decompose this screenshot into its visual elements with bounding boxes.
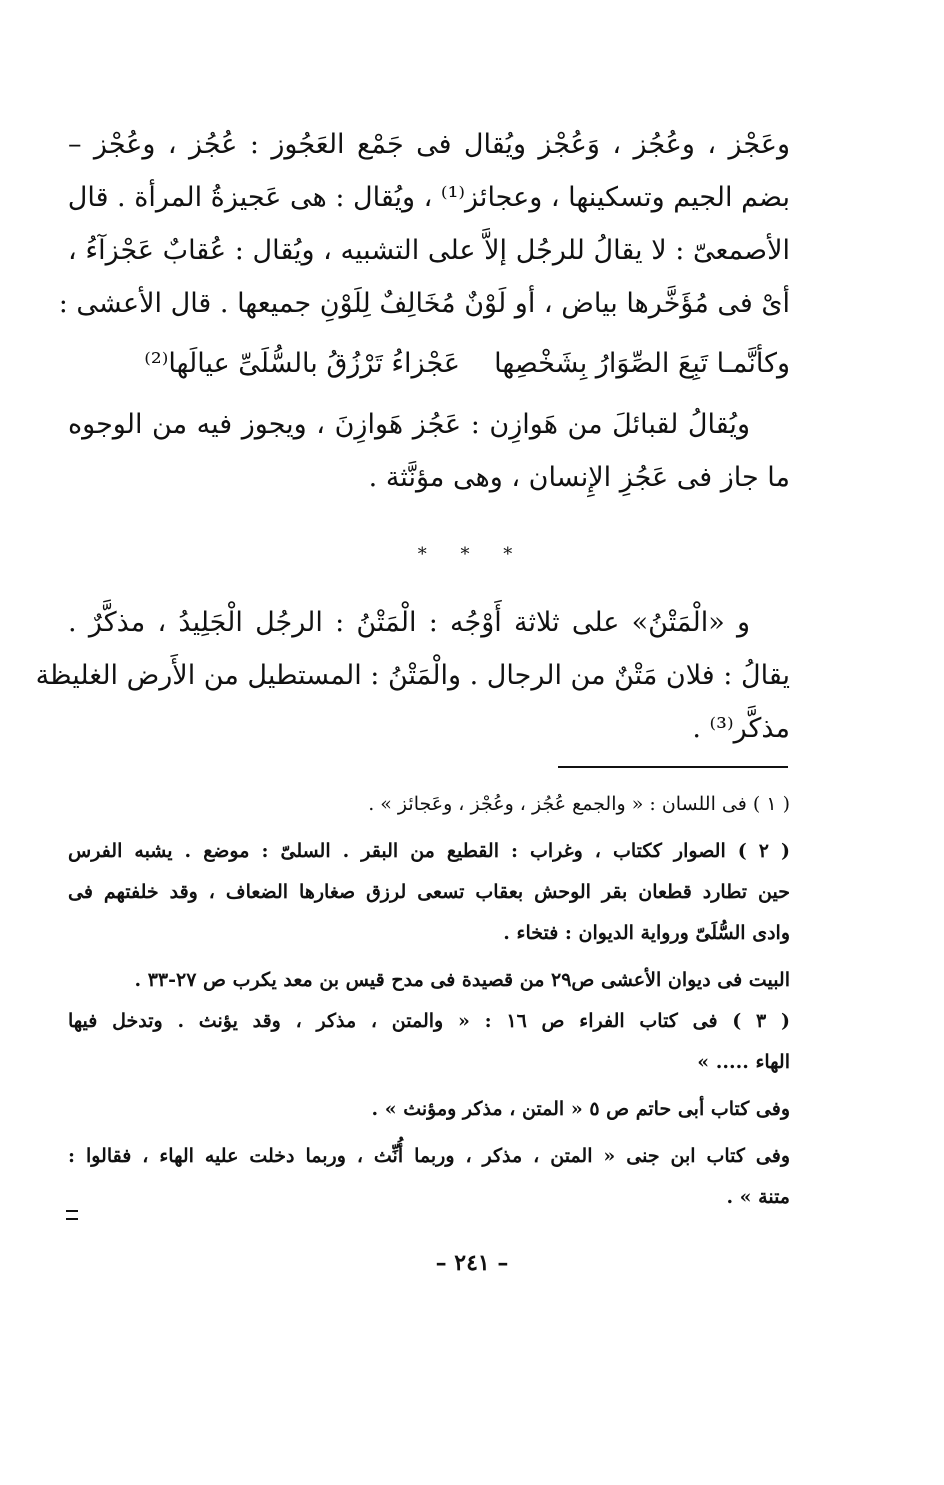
text-line: مذكَّر⁽³⁾ . [692,713,790,744]
footnote-2-line: حين تطارد قطعان بقر الوحش بعقاب تسعى لرزق صغارها الضعاف ، وقد خلفتهم فى [68,881,790,903]
text-line: أىْ فى مُؤَخَّرها بياض ، أو لَوْنٌ مُخَالِفٌ لِلَوْنِ جميعها . قال الأعشى : [58,288,790,319]
text-line: بضم الجيم وتسكينها ، وعجائز⁽¹⁾ ، ويُقال : هى عَجيزةُ المرأة . قال [67,182,790,213]
footnote-3-line: الهاء ..... » [697,1051,790,1073]
footnote-2-line: ( ٢ ) الصوار ككتاب ، وغراب : القطيع من البقر . السلىّ : موضع . يشبه الفرس [68,840,790,862]
third-paragraph [35,596,790,755]
text-line: و «الْمَتْنُ» على ثلاثة أَوْجُه : الْمَتْنُ : الرجُل الْجَلِيدُ ، مذكَّرٌ . [68,607,750,638]
text-line: يقالُ : فلان مَتْنٌ من الرجال . والْمَتْنُ : المستطيل من الأَرض الغليظة [35,660,790,691]
second-paragraph [68,398,790,504]
poetry-verse [68,342,790,392]
footnote-3-ibn-jinni: وفى كتاب ابن جنى « المتن ، مذكر ، وربما أُنِّث ، وربما دخلت عليه الهاء ، فقالوا : [68,1145,790,1167]
verse-second-hemistich: عَجْزاءُ تَرْزُقُ بالسُّلَىِّ عيالَها⁽²⁾ [144,348,460,379]
verse-first-hemistich: وكأنَّمـا تَبِعَ الصِّوَارُ بِشَخْصِها [494,348,790,379]
text-line: الأصمعىّ : لا يقالُ للرجُل إلاَّ على التشبيه ، ويُقال : عُقابٌ عَجْزآءُ ، [68,235,790,266]
footnote-1: ( ١ ) فى اللسان : « والجمع عُجُز ، وعُجْز ، وعَجائز » . [368,793,790,815]
text-line: ويُقالُ لقبائلَ من هَوازِن : عَجُز هَوازِنَ ، ويجوز فيه من الوجوه [68,409,750,440]
footnote-2-line: وادى السُّلَىّ ورواية الديوان : فتخاء . [503,922,790,944]
footnotes [68,784,790,1218]
footnote-2-source: البيت فى ديوان الأعشى ص٢٩ من قصيدة فى مدح قيس بن معد يكرب ص ٢٧-٣٣ . [134,969,790,991]
footnote-3-abu-hatim: وفى كتاب أبى حاتم ص ٥ « المتن ، مذكر ومؤنث » . [371,1098,790,1120]
footnote-3-ibn-jinni: متنة » . [726,1186,790,1208]
footnote-divider [558,766,788,768]
equals-mark [66,1210,78,1220]
text-line: ما جاز فى عَجُزِ الإِنسان ، وهى مؤنَّثة . [368,462,790,493]
text-line: وعَجْز ، وعُجُز ، وَعُجْز ويُقال فى جَمْع العَجُوز : عُجُز ، وعُجْز – [68,129,790,160]
main-paragraph [58,118,790,330]
section-separator: * * * [417,544,527,565]
footnote-3-line: ( ٣ ) فى كتاب الفراء ص ١٦ : « والمتن ، مذكر ، وقد يؤنث . وتدخل فيها [68,1010,790,1032]
page-number: – ٢٤١ – [435,1250,509,1276]
